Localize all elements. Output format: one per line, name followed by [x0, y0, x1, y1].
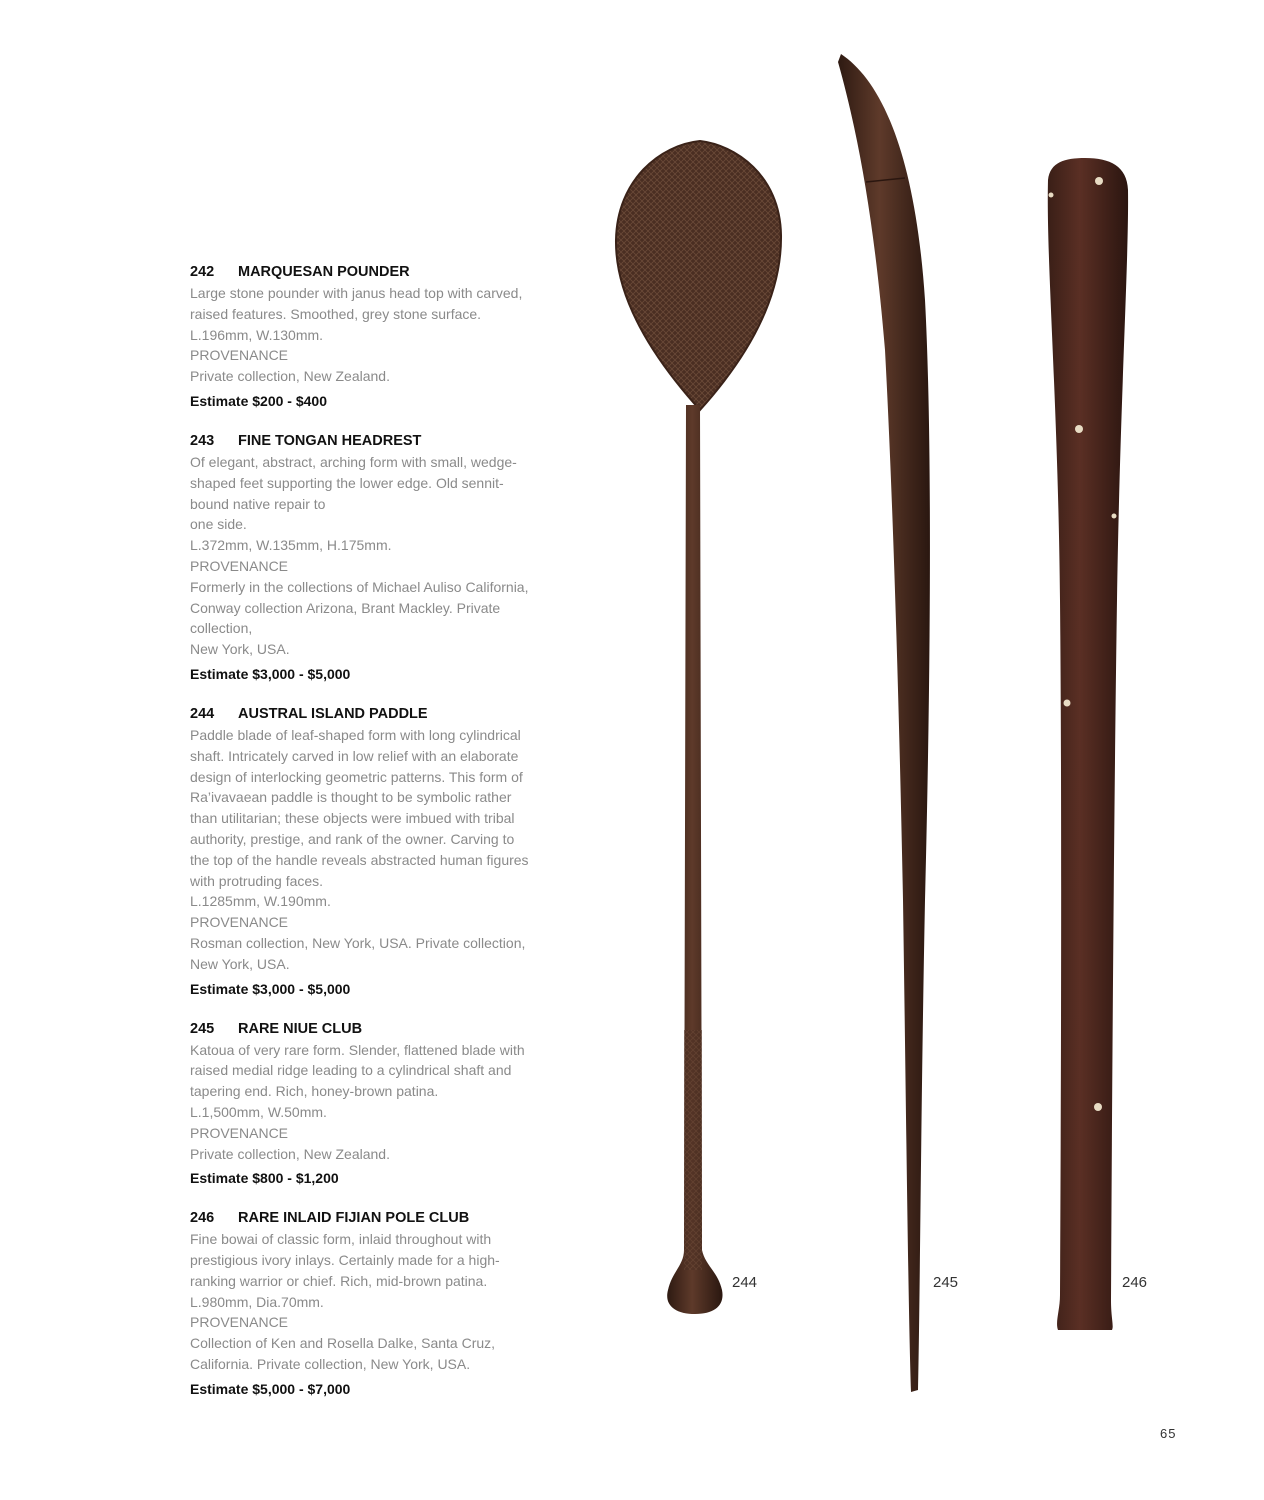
provenance-label: PROVENANCE — [190, 347, 289, 364]
caption-245: 245 — [933, 1274, 959, 1291]
lot-dimensions: L.980mm, Dia.70mm. — [190, 1293, 324, 1310]
lot-provenance: Formerly in the collections of Michael Auliso California, Conway collection Arizona, Brant Mackley. Private collection, — [190, 578, 529, 637]
caption-244: 244 — [732, 1274, 758, 1291]
lot-description: Of elegant, abstract, arching form with small, wedge-shaped feet supporting the lower edge. Old sennit-bound native repair to — [190, 453, 517, 512]
lot-description-extra: one side. — [190, 516, 247, 533]
lot-provenance: Rosman collection, New York, USA. Private collection, New York, USA. — [190, 934, 526, 972]
lot-title: MARQUESAN POUNDER — [238, 264, 410, 280]
lot-dimensions: L.372mm, W.135mm, H.175mm. — [190, 537, 392, 554]
lot-title: RARE NIUE CLUB — [238, 1020, 363, 1037]
lot-number: 244 — [190, 705, 215, 722]
lot-estimate: Estimate $200 - $400 — [190, 392, 327, 409]
lot-description: Katoua of very rare form. Slender, flattened blade with raised medial ridge leading to a cylindrical shaft and tapering end. Rich, honey-brown patina. — [190, 1041, 525, 1100]
lot-estimate: Estimate $800 - $1,200 — [190, 1170, 339, 1187]
ivory-inlay — [1095, 177, 1103, 185]
ivory-inlay — [1112, 514, 1117, 519]
ivory-inlay — [1094, 1103, 1102, 1111]
lot-number: 242 — [190, 264, 215, 280]
ivory-inlay — [1075, 425, 1083, 433]
lot-description: Paddle blade of leaf-shaped form with long cylindrical shaft. Intricately carved in low relief with an elaborate design of interlocking geometric patterns. This form of Ra’ivavaean paddle is thought to be symbolic rather than utilitarian; these objects were imbued with tribal authority, prestige, and rank of the owner. Carving to the top of the handle reveals abstracted human figures with protruding faces. — [190, 726, 529, 889]
lot-estimate: Estimate $3,000 - $5,000 — [190, 665, 351, 682]
lot-number: 246 — [190, 1210, 215, 1227]
lot-estimate: Estimate $3,000 - $5,000 — [190, 980, 351, 997]
lot-title: FINE TONGAN HEADREST — [238, 432, 422, 449]
lot-dimensions: L.1285mm, W.190mm. — [190, 893, 331, 910]
lot-provenance: Private collection, New Zealand. — [190, 1145, 390, 1162]
lot-description: Fine bowai of classic form, inlaid throughout with prestigious ivory inlays. Certainly made for a high-ranking warrior or chief. Rich, mid-brown patina. — [190, 1231, 500, 1289]
fijian-club-image — [1048, 158, 1128, 1330]
lot-estimate: Estimate $5,000 - $7,000 — [190, 1380, 351, 1397]
page-number: 65 — [1160, 1426, 1177, 1441]
lot-provenance-extra: New York, USA. — [190, 641, 290, 658]
lot-number: 245 — [190, 1020, 215, 1037]
lot-number: 243 — [190, 432, 215, 449]
provenance-label: PROVENANCE — [190, 557, 289, 574]
lot-provenance: Collection of Ken and Rosella Dalke, Santa Cruz, California. Private collection, New York, USA. — [190, 1335, 496, 1373]
provenance-label: PROVENANCE — [190, 914, 289, 931]
lot-dimensions: L.1,500mm, W.50mm. — [190, 1103, 327, 1120]
lot-dimensions: L.196mm, W.130mm. — [190, 326, 324, 343]
lot-title: AUSTRAL ISLAND PADDLE — [238, 705, 428, 722]
caption-246: 246 — [1122, 1274, 1148, 1291]
niue-club-image — [838, 54, 930, 1392]
provenance-label: PROVENANCE — [190, 1124, 289, 1141]
lot-title: RARE INLAID FIJIAN POLE CLUB — [238, 1210, 470, 1227]
paddle-image — [616, 141, 781, 1314]
lot-description: Large stone pounder with janus head top with carved, raised features. Smoothed, grey stone surface. — [190, 285, 523, 322]
ivory-inlay — [1049, 193, 1054, 198]
ivory-inlay — [1064, 700, 1071, 707]
lot-provenance: Private collection, New Zealand. — [190, 368, 390, 385]
provenance-label: PROVENANCE — [190, 1314, 289, 1331]
